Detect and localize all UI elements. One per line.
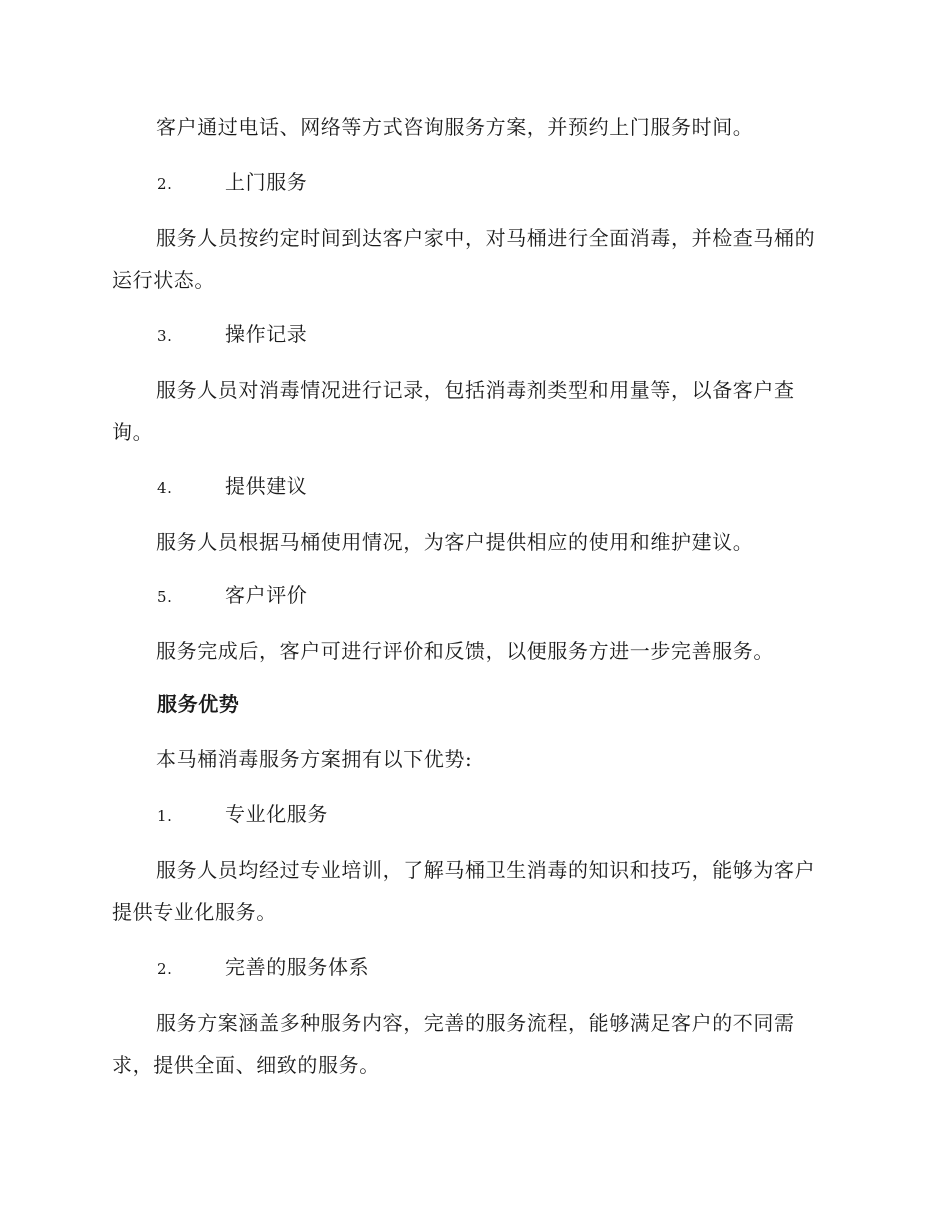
- list-label: 完善的服务体系: [225, 955, 370, 979]
- paragraph-onsite-service: 服务人员按约定时间到达客户家中，对马桶进行全面消毒，并检查马桶的运行状态。: [112, 226, 816, 292]
- list-label: 专业化服务: [225, 802, 328, 826]
- section-heading-advantages: 服务优势: [157, 692, 240, 716]
- list-label: 上门服务: [225, 170, 308, 194]
- list-label: 操作记录: [225, 322, 308, 346]
- paragraph-operation-record: 服务人员对消毒情况进行记录，包括消毒剂类型和用量等，以备客户查询。: [112, 378, 795, 444]
- paragraph-service-system: 服务方案涵盖多种服务内容，完善的服务流程，能够满足客户的不同需求，提供全面、细致的服务。: [112, 1011, 795, 1077]
- list-number: 2.: [157, 175, 173, 193]
- list-number: 1.: [157, 807, 173, 825]
- list-number: 5.: [157, 588, 173, 606]
- list-item-customer-review: [157, 581, 307, 611]
- list-label: 提供建议: [225, 474, 308, 498]
- paragraph-suggestions: 服务人员根据马桶使用情况，为客户提供相应的使用和维护建议。: [156, 530, 754, 554]
- list-number: 4.: [157, 479, 173, 497]
- paragraph-customer-review: 服务完成后，客户可进行评价和反馈，以便服务方进一步完善服务。: [156, 639, 774, 663]
- list-label: 客户评价: [225, 583, 308, 607]
- list-item-professional-service: [157, 800, 328, 830]
- list-item-onsite-service: [157, 168, 307, 198]
- list-number: 3.: [157, 327, 173, 345]
- paragraph-consult: 客户通过电话、网络等方式咨询服务方案，并预约上门服务时间。: [156, 115, 754, 139]
- paragraph-professional-service: 服务人员均经过专业培训，了解马桶卫生消毒的知识和技巧，能够为客户提供专业化服务。: [112, 858, 816, 924]
- paragraph-advantages-intro: 本马桶消毒服务方案拥有以下优势:: [156, 747, 473, 771]
- list-item-suggestions: [157, 472, 307, 502]
- list-item-service-system: [157, 953, 369, 983]
- list-number: 2.: [157, 960, 173, 978]
- list-item-operation-record: [157, 320, 307, 350]
